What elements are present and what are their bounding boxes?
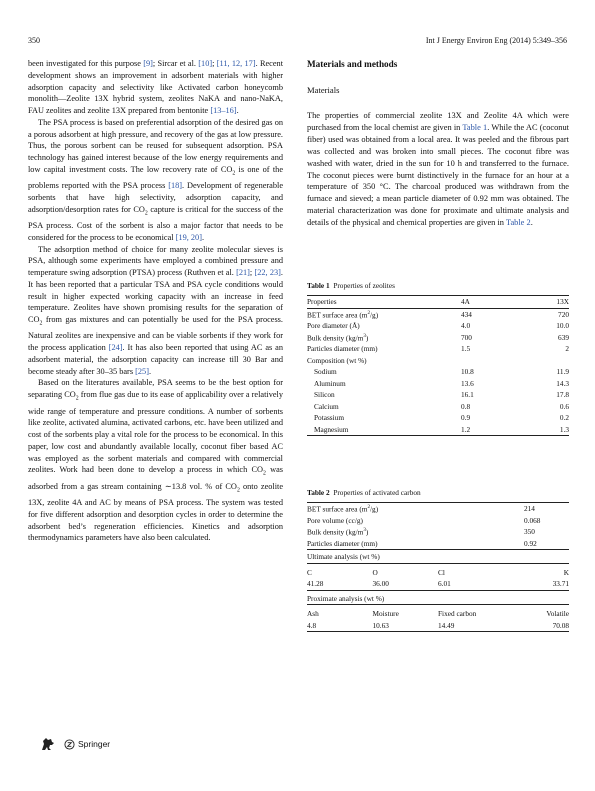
- table-row: [307, 526, 569, 538]
- table-cell: Silicon: [314, 390, 335, 400]
- table-cell: Bulk density $(kg/m^3)$: [307, 527, 369, 537]
- table-cell: 214: [524, 504, 535, 514]
- table-cell: Bulk density $(kg/m^3)$: [307, 332, 369, 343]
- table-cell: BET surface area $(m^2/g)$: [307, 504, 379, 514]
- table-row: [307, 389, 569, 401]
- citation-link[interactable]: Table 1: [462, 122, 488, 132]
- table-cell: 6.01: [438, 579, 451, 589]
- table-cell: Pore volume (cc/g): [307, 515, 363, 525]
- table-1-caption: Table 1 Properties of zeolites: [307, 281, 395, 291]
- table-cell: 2: [565, 344, 569, 354]
- table-1-header: 13X: [556, 297, 569, 307]
- ultimate-values: [307, 578, 569, 590]
- table-cell: O: [372, 567, 378, 577]
- table-cell: Moisture: [372, 609, 399, 619]
- table-row: [307, 538, 569, 550]
- table-cell: 10.0: [556, 321, 569, 331]
- table-cell: C: [307, 567, 312, 577]
- table-cell: Aluminum: [314, 378, 346, 388]
- citation-link[interactable]: [13–16]: [210, 106, 237, 115]
- springer-mark-icon: [64, 739, 75, 750]
- proximate-headers: [307, 604, 569, 620]
- citation-link[interactable]: [24]: [108, 343, 123, 353]
- paragraph-1: been investigated for this purpose [9]; Sircar et al. [10]; [11, 12, 17]. Recent development shows an improvement in adsorbent materials with higher adsorption capacity and selectivity like Activated carbon honeycomb monolith—Zeolite 13X hybrid system, zeolites NaKA and nano-NaKA, FAU zeolites and zeolite 13X prepared from bentonite [13–16].: [28, 59, 284, 115]
- proximate-values: [307, 620, 569, 633]
- table-cell: 1.3: [559, 424, 569, 434]
- journal-reference: Int J Energy Environ Eng (2014) 5:349–356: [425, 36, 567, 45]
- table-cell: 4.8: [307, 620, 317, 630]
- table-cell: Cl: [438, 567, 445, 577]
- paragraph-2: The PSA process is based on preferential adsorption of the desired gas on a porous adsorbent at high pressure, and recovery of the gas at low pressure. Thus, the porous sorbent can be reused for subsequent adsorption. PSA technology has gained interest because of the low energy requirements and low capital investment costs. The low recovery rate of $CO_2$ is one of the problems reported with the PSA process [18]. Development of regenerable sorbents that have high selectivity, adsorption capacity, and adsorption/desorption rates for $CO_2$ capture is critical for the success of the PSA process. Cost of the sorbent is also a major factor that needs to be considered for the process to be economical [19, 20].: [28, 117, 283, 242]
- table-row: [307, 320, 569, 332]
- table-cell: Volatile: [546, 609, 569, 619]
- table-row: [307, 401, 569, 413]
- ultimate-label-row: Ultimate analysis (wt %): [307, 549, 569, 563]
- publisher-name: Springer: [78, 739, 111, 749]
- table-row: [307, 343, 569, 355]
- springer-horse-icon: [40, 736, 56, 752]
- table-cell: Particles diameter (mm): [307, 538, 378, 548]
- materials-paragraph: The properties of commercial zeolite 13X and Zeolite 4A which were purchased from the local chemist are given in Table 1. While the AC (coconut fiber) used was obtained from a local area. It was peeled and the fibrous part was collected and was broken into small pieces. The coconut fibre was washed with water, dried in the sun for 10 h and transferred to the furnace. The coconut pieces were burnt distinctively in the furnace for an hour at a temperature of 350 °C. The charcoal produced was withdrawn from the furnace and sieved; a mean particle diameter of 0.92 mm was obtained. The material characterization was done for proximate and ultimate analysis and details of the physical and chemical properties are given in Table 2.: [307, 111, 569, 228]
- table-cell: 10.63: [372, 620, 389, 630]
- citation-link[interactable]: [11, 12, 17]: [216, 59, 256, 68]
- publisher-footer: [40, 736, 110, 752]
- table-cell: 33.71: [552, 579, 569, 589]
- table-cell: 70.08: [552, 620, 569, 630]
- proximate-label-row: Proximate analysis (wt %): [307, 590, 569, 605]
- table-row: [307, 378, 569, 390]
- table-row: [307, 355, 569, 367]
- table-cell: 639: [558, 332, 569, 342]
- composition-label: Composition (wt %): [307, 355, 367, 365]
- table-1-header: Properties: [307, 297, 337, 307]
- table-row: [307, 366, 569, 378]
- table-cell: Sodium: [314, 367, 337, 377]
- section-title: Materials and methods: [307, 59, 398, 69]
- table-cell: Calcium: [314, 401, 339, 411]
- table-cell: 0.068: [524, 515, 541, 525]
- table-cell: 0.6: [559, 401, 569, 411]
- table-cell: Ash: [307, 609, 319, 619]
- table-cell: 720: [558, 309, 569, 319]
- table-1-header: 4A: [461, 297, 470, 307]
- table-cell: 16.1: [461, 390, 474, 400]
- table-cell: 4.0: [461, 321, 471, 331]
- table-cell: 14.49: [438, 620, 455, 630]
- table-row: [307, 503, 569, 515]
- table-cell: 41.28: [307, 579, 324, 589]
- right-column: [307, 58, 569, 632]
- table-cell: BET surface area $(m^2/g)$: [307, 309, 379, 320]
- table-row: [307, 308, 569, 320]
- table-cell: 1.5: [461, 344, 471, 354]
- ultimate-headers: [307, 563, 569, 579]
- table-cell: 700: [461, 332, 472, 342]
- citation-link[interactable]: [10]: [198, 59, 213, 68]
- table-row: [307, 412, 569, 424]
- table-cell: Particles diameter (mm): [307, 344, 378, 354]
- subsection-title: Materials: [307, 85, 340, 95]
- running-header: [28, 36, 567, 48]
- table-2-caption: Table 2 Properties of activated carbon: [307, 488, 421, 498]
- table-1: [307, 281, 569, 436]
- citation-link[interactable]: [9]: [143, 59, 153, 68]
- paragraph-4: Based on the literatures available, PSA seems to be the best option for separating $CO_2$ from flue gas due to its ease of applicability over a relatively wide range of temperature and pressure conditions. A number of sorbents like zeolite, activated alumina, activated carbons, etc. have been utilized and cost of the sorbents play a vital role for the process to be economical. In this paper, low cost and abundantly available locally, coconut fiber based AC was employed as the sorbent materials and compared with commercial zeolites. Work had been done to develop a process in which $CO_2$ was adsorbed from a gas stream containing ∼13.8 vol. % of $CO_2$ onto zeolite 13X, zeolite 4A and AC by means of PSA process. The system was tested for five different adsorption and desorption cycles in order to determine the adsorbent bed’s regeneration efficiencies. Kinetics and adsorption thermodynamics parameters have also been calculated.: [28, 378, 284, 543]
- table-cell: Fixed carbon: [438, 609, 477, 619]
- table-2: [307, 488, 569, 632]
- table-cell: 13.6: [461, 378, 474, 388]
- paragraph-3: The adsorption method of choice for many zeolite molecular sieves is PSA, although some experiments have employed a combined pressure and temperature swing adsorption (PTSA) process (Ruthven et al. [21]; [22, 23]. It has been reported that a particular TSA and PSA cycle conditions would result in higher expected working capacity with an increase in feed temperature. Zeolites have shown promising results for the separation of $CO_2$ from gas mixtures and can potentially be used for the PSA process. Natural zeolites are inexpensive and can be viable sorbents if they work for the process application [24]. It has also been reported that using AC as an adsorbent material, the adsorption capacity can increase till 30 Bar and become steady after 30–35 bars [25].: [28, 244, 284, 376]
- citation-link[interactable]: [21]: [236, 268, 250, 278]
- left-column: [28, 58, 283, 544]
- table-row: [307, 332, 569, 344]
- table-cell: 10.8: [461, 367, 474, 377]
- citation-link[interactable]: [25]: [135, 366, 149, 376]
- table-cell: 14.3: [556, 378, 569, 388]
- table-cell: 434: [461, 309, 472, 319]
- page-number: 350: [28, 36, 40, 45]
- table-cell: Potassium: [314, 413, 345, 423]
- table-cell: 11.9: [556, 367, 569, 377]
- table-cell: Magnesium: [314, 424, 349, 434]
- table-cell: 17.8: [556, 390, 569, 400]
- citation-link[interactable]: Table 2: [505, 218, 531, 228]
- table-cell: 1.2: [461, 424, 471, 434]
- table-row: [307, 424, 569, 436]
- table-cell: 0.9: [461, 413, 471, 423]
- table-cell: Pore diameter (Å): [307, 321, 360, 331]
- citation-link[interactable]: [22, 23]: [254, 268, 281, 278]
- table-row: [307, 515, 569, 527]
- table-1-header-row: [307, 296, 569, 309]
- table-cell: 0.2: [559, 413, 569, 423]
- springer-logo: [64, 739, 110, 750]
- table-cell: 350: [524, 527, 535, 537]
- citation-link[interactable]: [19, 20]: [175, 232, 202, 242]
- table-cell: 36.00: [372, 579, 389, 589]
- table-cell: K: [563, 567, 569, 577]
- citation-link[interactable]: [18]: [168, 181, 183, 191]
- table-cell: 0.8: [461, 401, 471, 411]
- table-cell: 0.92: [524, 538, 537, 548]
